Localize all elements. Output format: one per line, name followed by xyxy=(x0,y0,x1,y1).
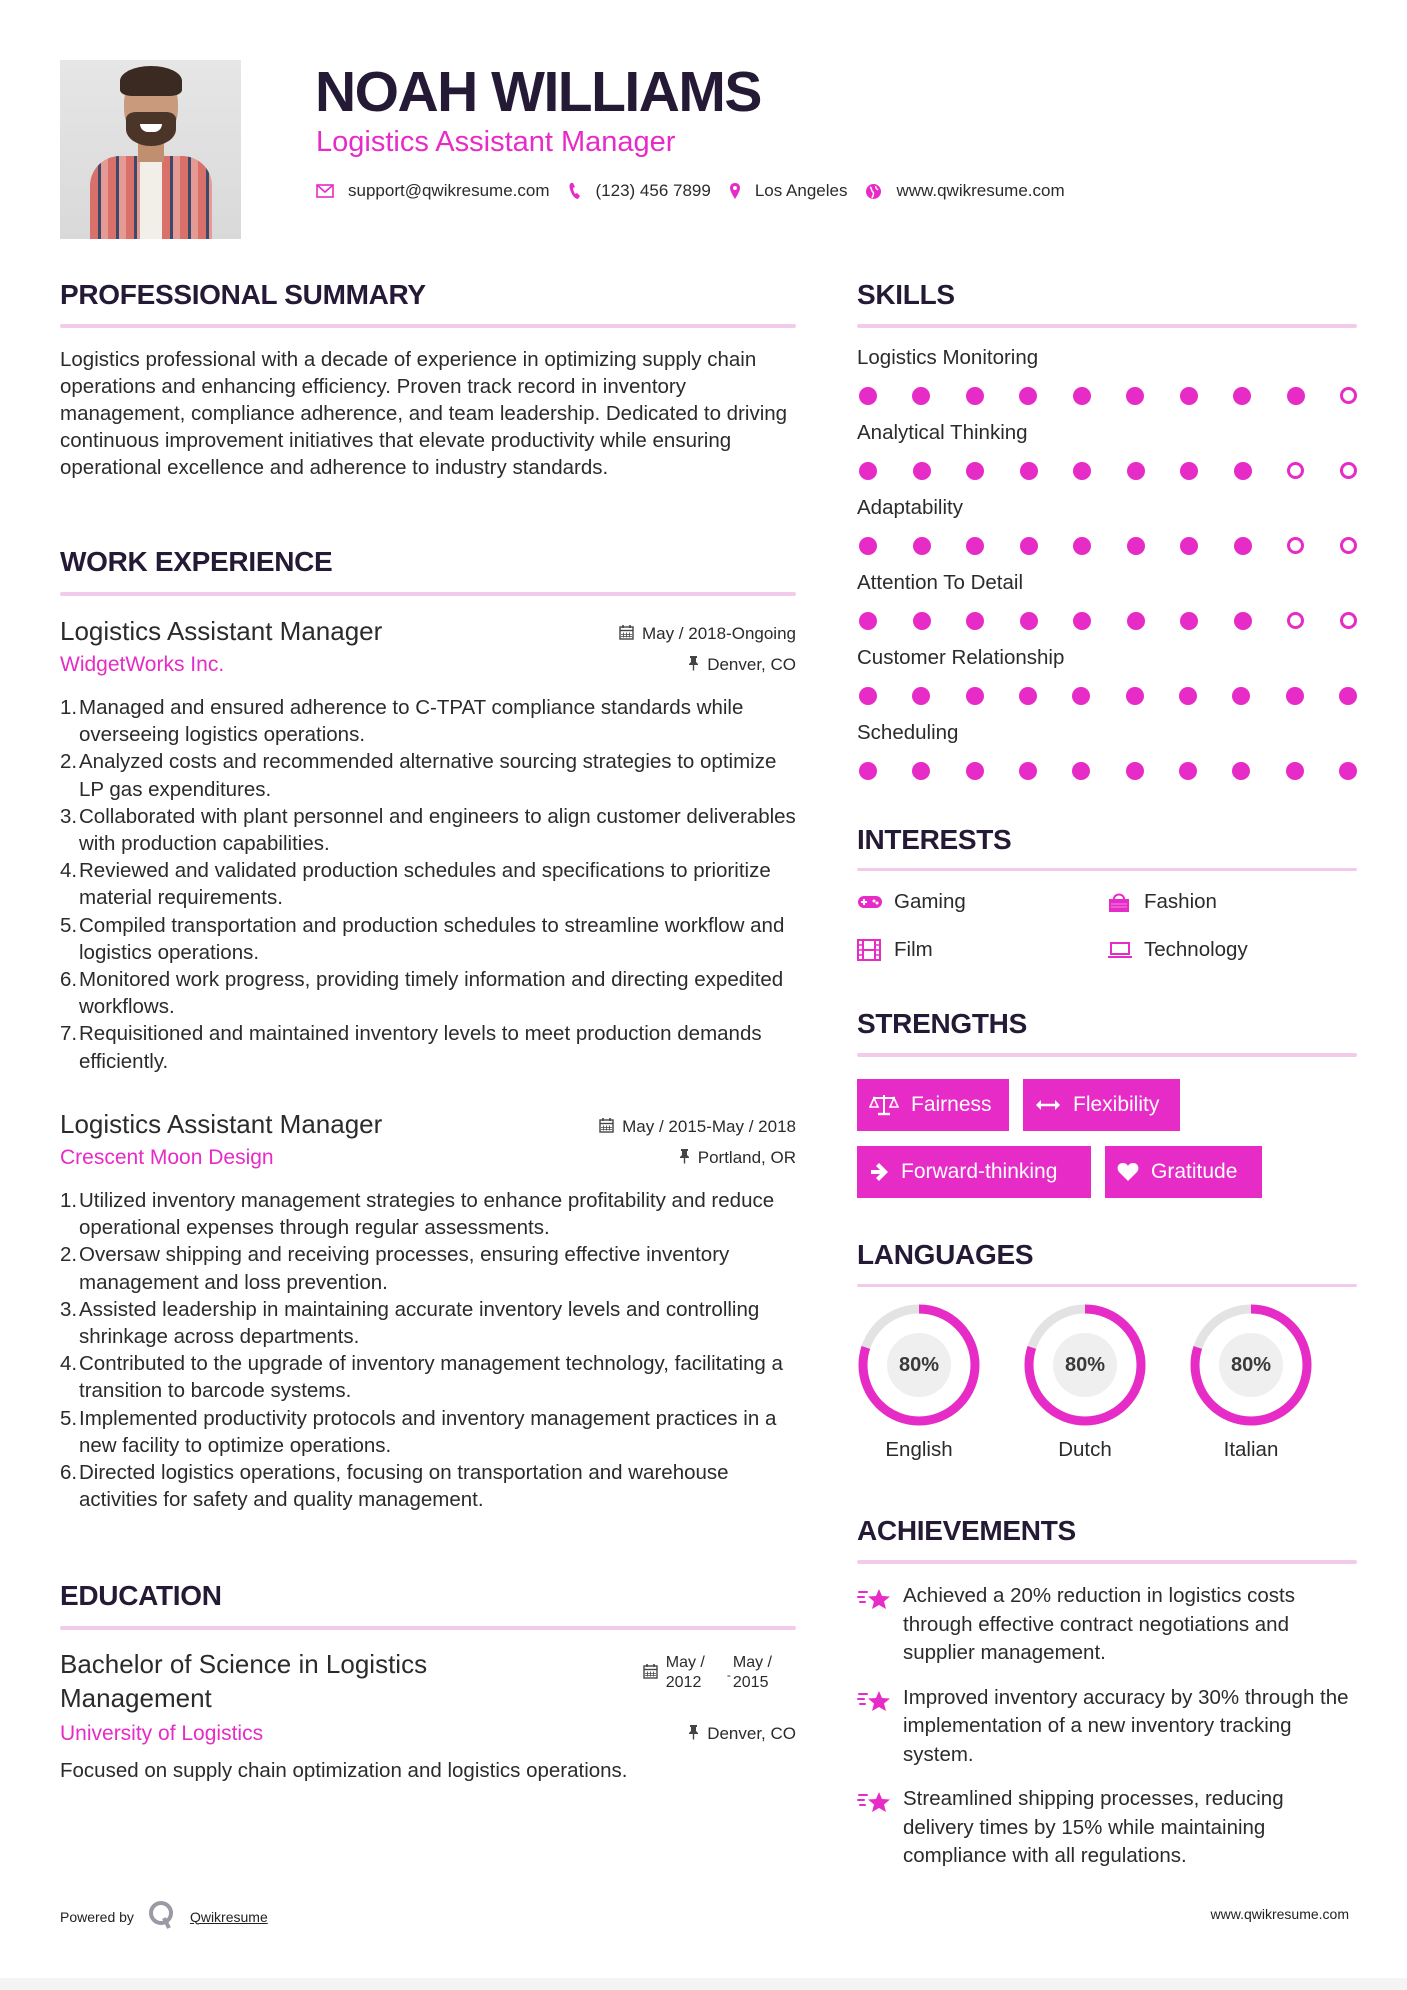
rating-dot-filled xyxy=(1180,612,1198,630)
skill-item xyxy=(857,418,1357,493)
skill-name: Attention To Detail xyxy=(857,571,1024,594)
skill-item xyxy=(857,718,1357,793)
section-heading-strengths: STRENGTHS xyxy=(857,1008,1027,1039)
skill-rating xyxy=(857,373,1357,418)
education-dates: May / 2012 - May / 2015 xyxy=(643,1653,772,1715)
skill-name: Analytical Thinking xyxy=(857,421,1028,444)
rating-dot-filled xyxy=(1234,612,1252,630)
rating-dot-filled xyxy=(1232,687,1250,705)
job-role: Logistics Assistant Manager xyxy=(60,616,383,646)
interests-section xyxy=(857,823,1357,966)
balance-scale-icon xyxy=(869,1093,899,1117)
strengths-section xyxy=(857,1007,1357,1198)
rating-dot-filled xyxy=(859,762,877,780)
rating-dot-filled xyxy=(1286,687,1304,705)
rating-dot-filled xyxy=(1073,462,1091,480)
interests-grid xyxy=(857,886,1357,966)
rating-dot-empty xyxy=(1340,387,1357,404)
rating-dot-filled xyxy=(1286,762,1304,780)
rating-dot-filled xyxy=(1233,387,1251,405)
rating-dot-empty xyxy=(1287,612,1304,629)
arrow-right-icon xyxy=(869,1162,889,1182)
rating-dot-filled xyxy=(859,612,877,630)
skills-section xyxy=(857,278,1357,793)
strength-tag: Fairness xyxy=(857,1079,1009,1131)
bullet-item: 7. Requisitioned and maintained inventory levels to meet production demands efficiently. xyxy=(60,1022,762,1073)
job-entry xyxy=(60,614,796,1075)
profile-photo xyxy=(60,60,241,239)
section-heading-skills: SKILLS xyxy=(857,279,955,310)
interest-item: Fashion xyxy=(1107,886,1357,918)
rating-dot-filled xyxy=(966,762,984,780)
skill-item xyxy=(857,643,1357,718)
rating-dot-filled xyxy=(859,387,877,405)
calendar-icon xyxy=(599,1117,614,1137)
rating-dot-filled xyxy=(1073,537,1091,555)
pushpin-icon xyxy=(679,1148,690,1168)
strength-tag: Gratitude xyxy=(1105,1146,1262,1198)
shopping-bag-icon xyxy=(1107,890,1144,914)
rating-dot-filled xyxy=(1180,537,1198,555)
rating-dot-filled xyxy=(1019,762,1037,780)
bullet-item: 3. Collaborated with plant personnel and engineers to align customer deliverables with production capabilities. xyxy=(60,804,796,856)
candidate-title: Logistics Assistant Manager xyxy=(316,126,676,158)
bullet-item: 6. Monitored work progress, providing timely information and directing expedited workflows. xyxy=(60,968,784,1019)
rating-dot-filled xyxy=(966,387,984,405)
rating-dot-filled xyxy=(1073,387,1091,405)
section-heading-education: EDUCATION xyxy=(60,1580,222,1611)
rating-dot-filled xyxy=(1020,612,1038,630)
language-item: 80% Dutch xyxy=(1024,1304,1146,1462)
strength-tags xyxy=(857,1079,1357,1198)
skill-rating xyxy=(857,523,1357,568)
rating-dot-filled xyxy=(913,537,931,555)
job-entry xyxy=(60,1107,796,1513)
rating-dot-filled xyxy=(1020,537,1038,555)
section-heading-experience: WORK EXPERIENCE xyxy=(60,546,333,577)
skill-name: Scheduling xyxy=(857,721,959,744)
summary-text: Logistics professional with a decade of experience in optimizing supply chain operations and enhancing efficiency. Proven track record in inventory management, compliance adherence, and team leadership. Dedicated to driving continuous improvement initiatives that elevate productivity while ensuring operational excellence and adherence to industry standards. xyxy=(60,348,788,479)
page-bottom-edge xyxy=(0,1978,1407,1990)
rating-dot-empty xyxy=(1287,462,1304,479)
school-name: University of Logistics xyxy=(60,1722,264,1745)
bullet-item: 3. Assisted leadership in maintaining accurate inventory levels and controlling shrinkage across departments. xyxy=(60,1297,760,1349)
degree-title: Bachelor of Science in Logistics Management xyxy=(60,1649,428,1713)
skill-name: Customer Relationship xyxy=(857,646,1065,669)
shooting-star-icon xyxy=(857,1684,903,1770)
company-name: WidgetWorks Inc. xyxy=(60,653,225,676)
job-location: Portland, OR xyxy=(679,1148,796,1168)
rating-dot-filled xyxy=(1126,762,1144,780)
rating-dot-filled xyxy=(1126,387,1144,405)
skill-rating xyxy=(857,598,1357,643)
section-divider xyxy=(857,868,1357,871)
rating-dot-filled xyxy=(913,612,931,630)
section-divider xyxy=(857,324,1357,328)
skill-item xyxy=(857,493,1357,568)
contact-phone[interactable] xyxy=(568,181,711,201)
job-bullets xyxy=(60,694,796,1075)
achievement-item: Streamlined shipping processes, reducing delivery times by 15% while maintaining compliance with all regulations. xyxy=(857,1785,1357,1871)
footer-website[interactable]: www.qwikresume.com xyxy=(1210,1906,1349,1922)
rating-dot-filled xyxy=(1073,612,1091,630)
contact-email[interactable] xyxy=(316,181,550,201)
bullet-item: 2. Analyzed costs and recommended alternative sourcing strategies to optimize LP gas expenditures. xyxy=(60,750,777,801)
skill-rating xyxy=(857,673,1357,718)
rating-dot-filled xyxy=(966,687,984,705)
phone-icon xyxy=(568,182,582,200)
rating-dot-filled xyxy=(913,462,931,480)
section-divider xyxy=(857,1053,1357,1057)
job-location: Denver, CO xyxy=(688,655,796,675)
achievement-item: Improved inventory accuracy by 30% through the implementation of a new inventory tracking system. xyxy=(857,1684,1357,1770)
language-progress-ring: 80% xyxy=(1190,1304,1312,1426)
company-name: Crescent Moon Design xyxy=(60,1146,274,1169)
rating-dot-filled xyxy=(912,687,930,705)
rating-dot-filled xyxy=(1072,687,1090,705)
language-item: 80% Italian xyxy=(1190,1304,1312,1462)
languages-section xyxy=(857,1238,1357,1462)
strength-tag: Forward-thinking xyxy=(857,1146,1091,1198)
contact-website[interactable] xyxy=(865,181,1064,201)
qwikresume-logo-icon xyxy=(148,1900,176,1933)
pushpin-icon xyxy=(688,655,699,675)
section-divider xyxy=(60,592,796,596)
section-heading-summary: PROFESSIONAL SUMMARY xyxy=(60,279,426,310)
rating-dot-filled xyxy=(1180,462,1198,480)
rating-dot-filled xyxy=(859,537,877,555)
education-location: Denver, CO xyxy=(688,1724,796,1744)
skill-rating xyxy=(857,748,1357,793)
job-bullets xyxy=(60,1187,796,1513)
rating-dot-filled xyxy=(1019,387,1037,405)
rating-dot-filled xyxy=(912,762,930,780)
bullet-item: 5. Compiled transportation and production schedules to streamline workflow and logistics operations. xyxy=(60,913,785,964)
pushpin-icon xyxy=(688,1724,699,1744)
calendar-icon xyxy=(643,1663,658,1685)
location-text: Los Angeles xyxy=(754,181,848,200)
shooting-star-icon xyxy=(857,1582,903,1668)
interest-item: Film xyxy=(857,934,1107,966)
shooting-star-icon xyxy=(857,1785,903,1871)
rating-dot-filled xyxy=(912,387,930,405)
website-text: www.qwikresume.com xyxy=(896,181,1065,200)
achievement-list xyxy=(857,1582,1357,1871)
bullet-item: 4. Reviewed and validated production schedules and specifications to prioritize material requirements. xyxy=(60,859,771,910)
rating-dot-filled xyxy=(1234,537,1252,555)
footer-powered-by: Powered by Qwikresume xyxy=(60,1900,268,1933)
film-icon xyxy=(857,939,894,961)
section-divider xyxy=(60,324,796,328)
rating-dot-filled xyxy=(1127,612,1145,630)
experience-section xyxy=(60,545,796,1075)
rating-dot-empty xyxy=(1340,462,1357,479)
rating-dot-empty xyxy=(1287,537,1304,554)
rating-dot-filled xyxy=(1339,762,1357,780)
language-item: 80% English xyxy=(858,1304,980,1462)
section-divider xyxy=(857,1560,1357,1564)
interest-item: Gaming xyxy=(857,886,1107,918)
rating-dot-empty xyxy=(1340,537,1357,554)
summary-section xyxy=(60,278,796,481)
rating-dot-filled xyxy=(1232,762,1250,780)
education-description: Focused on supply chain optimization and logistics operations. xyxy=(60,1759,628,1782)
rating-dot-filled xyxy=(1019,687,1037,705)
job-role: Logistics Assistant Manager xyxy=(60,1109,383,1139)
qwikresume-link[interactable]: Qwikresume xyxy=(189,1908,268,1925)
section-heading-achievements: ACHIEVEMENTS xyxy=(857,1515,1076,1546)
section-divider xyxy=(857,1284,1357,1287)
bullet-item: 1. Managed and ensured adherence to C-TPAT compliance standards while overseeing logistics operations. xyxy=(60,696,744,747)
rating-dot-filled xyxy=(1287,387,1305,405)
bullet-item: 4. Contributed to the upgrade of inventory management technology, facilitating a transition to barcode systems. xyxy=(60,1352,783,1403)
skills-list xyxy=(857,343,1357,793)
rating-dot-empty xyxy=(1340,612,1357,629)
skill-name: Adaptability xyxy=(857,496,963,519)
bullet-item: 2. Oversaw shipping and receiving processes, ensuring effective inventory management and loss prevention. xyxy=(60,1243,730,1294)
contact-location xyxy=(729,181,848,201)
section-divider xyxy=(60,1626,796,1630)
email-text: support@qwikresume.com xyxy=(348,181,550,200)
rating-dot-filled xyxy=(1072,762,1090,780)
language-list xyxy=(858,1304,1357,1462)
arrows-horizontal-icon xyxy=(1035,1098,1061,1112)
education-section xyxy=(60,1579,796,1784)
achievement-item: Achieved a 20% reduction in logistics costs through effective contract negotiations and supplier management. xyxy=(857,1582,1357,1668)
rating-dot-filled xyxy=(1179,687,1197,705)
gamepad-icon xyxy=(857,894,894,910)
strength-tag: Flexibility xyxy=(1023,1079,1180,1131)
section-heading-languages: LANGUAGES xyxy=(857,1239,1034,1270)
calendar-icon xyxy=(619,624,634,644)
language-progress-ring: 80% xyxy=(858,1304,980,1426)
rating-dot-filled xyxy=(1234,462,1252,480)
bullet-item: 5. Implemented productivity protocols and inventory management practices in a new facility to optimize operations. xyxy=(60,1406,777,1457)
job-dates: May / 2018-Ongoing xyxy=(619,624,796,644)
heart-icon xyxy=(1117,1162,1139,1182)
achievements-section xyxy=(857,1514,1357,1887)
rating-dot-filled xyxy=(1179,762,1197,780)
rating-dot-filled xyxy=(1180,387,1198,405)
rating-dot-filled xyxy=(1127,537,1145,555)
phone-text: (123) 456 7899 xyxy=(595,181,711,200)
rating-dot-filled xyxy=(966,537,984,555)
job-dates: May / 2015-May / 2018 xyxy=(599,1117,796,1137)
skill-item xyxy=(857,568,1357,643)
rating-dot-filled xyxy=(966,612,984,630)
globe-icon xyxy=(865,183,882,200)
bullet-item: 6. Directed logistics operations, focusing on transportation and warehouse activities for safety and quality management. xyxy=(60,1461,729,1512)
skill-rating xyxy=(857,448,1357,493)
bullet-item: 1. Utilized inventory management strategies to enhance profitability and reduce operational expenses through regular assessments. xyxy=(60,1189,775,1240)
rating-dot-filled xyxy=(1126,687,1144,705)
interest-item: Technology xyxy=(1107,934,1357,966)
section-heading-interests: INTERESTS xyxy=(857,824,1012,855)
map-pin-icon xyxy=(729,182,741,200)
rating-dot-filled xyxy=(859,687,877,705)
rating-dot-filled xyxy=(1020,462,1038,480)
skill-name: Logistics Monitoring xyxy=(857,346,1039,369)
skill-item xyxy=(857,343,1357,418)
laptop-icon xyxy=(1107,941,1144,959)
rating-dot-filled xyxy=(966,462,984,480)
envelope-icon xyxy=(316,184,334,198)
candidate-name: NOAH WILLIAMS xyxy=(315,60,761,124)
rating-dot-filled xyxy=(859,462,877,480)
rating-dot-filled xyxy=(1339,687,1357,705)
language-progress-ring: 80% xyxy=(1024,1304,1146,1426)
rating-dot-filled xyxy=(1127,462,1145,480)
contact-row xyxy=(316,178,1083,204)
